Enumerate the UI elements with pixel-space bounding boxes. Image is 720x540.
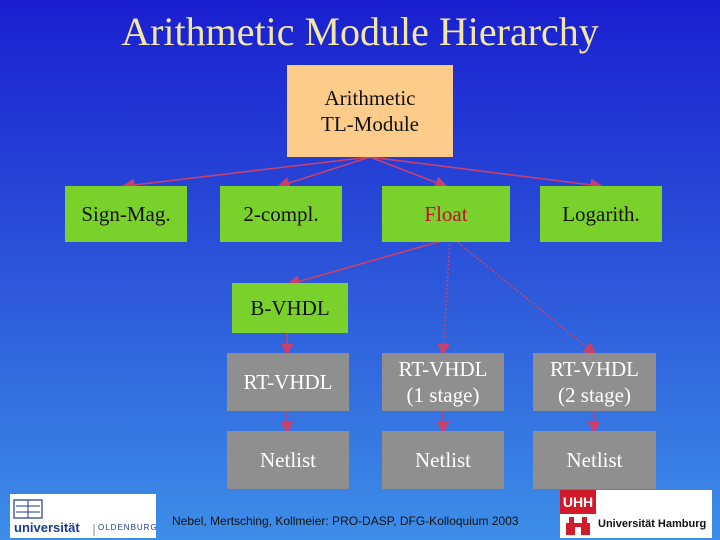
hamburg-logo-text: Universität Hamburg	[598, 518, 707, 530]
node-2-compl	[220, 186, 342, 242]
node-label: Float	[424, 202, 468, 226]
hamburg-logo	[560, 490, 712, 538]
edge-top-logarith	[370, 157, 600, 186]
node-label: Logarith.	[562, 202, 640, 226]
node-label: B-VHDL	[250, 296, 330, 320]
node-label: 2-compl.	[243, 202, 319, 226]
node-arithmetic-tl-module	[287, 65, 453, 157]
node-label: (2 stage)	[558, 383, 631, 407]
node-rt-vhdl	[227, 353, 349, 411]
edge-float-rt2	[455, 240, 594, 353]
node-label: Arithmetic	[324, 86, 416, 110]
node-netlist-1	[227, 431, 349, 489]
node-logarith	[540, 186, 662, 242]
oldenburg-logo	[10, 494, 156, 538]
node-label: Netlist	[415, 448, 471, 472]
page-title: Arithmetic Module Hierarchy	[121, 9, 599, 54]
node-label: Netlist	[260, 448, 316, 472]
node-label: RT-VHDL	[398, 357, 488, 381]
oldenburg-logo-word: universität	[14, 520, 80, 535]
node-sign-mag	[65, 186, 187, 242]
node-netlist-3	[533, 431, 656, 489]
edge-top-signmag	[125, 157, 370, 186]
node-label: (1 stage)	[406, 383, 480, 407]
node-b-vhdl	[232, 283, 348, 333]
node-rt-vhdl-1-stage	[382, 353, 504, 411]
edge-float-rt1	[443, 240, 450, 353]
node-label: TL-Module	[321, 112, 419, 136]
uhh-badge-text: UHH	[562, 494, 594, 510]
oldenburg-logo-city: OLDENBURG	[98, 523, 158, 532]
node-float	[382, 186, 510, 242]
uhh-badge	[560, 490, 596, 514]
edge-top-2compl	[280, 157, 370, 186]
node-netlist-2	[382, 431, 504, 489]
hamburg-gate-icon	[564, 515, 592, 537]
edge-float-bvhdl	[290, 240, 445, 284]
node-label: RT-VHDL	[550, 357, 639, 381]
node-label: Netlist	[566, 448, 623, 472]
node-label: RT-VHDL	[243, 370, 333, 394]
node-rt-vhdl-2-stage	[533, 353, 656, 411]
node-label: Sign-Mag.	[81, 202, 171, 226]
footer-caption: Nebel, Mertsching, Kollmeier: PRO-DASP, DFG-Kolloquium 2003	[172, 514, 519, 528]
